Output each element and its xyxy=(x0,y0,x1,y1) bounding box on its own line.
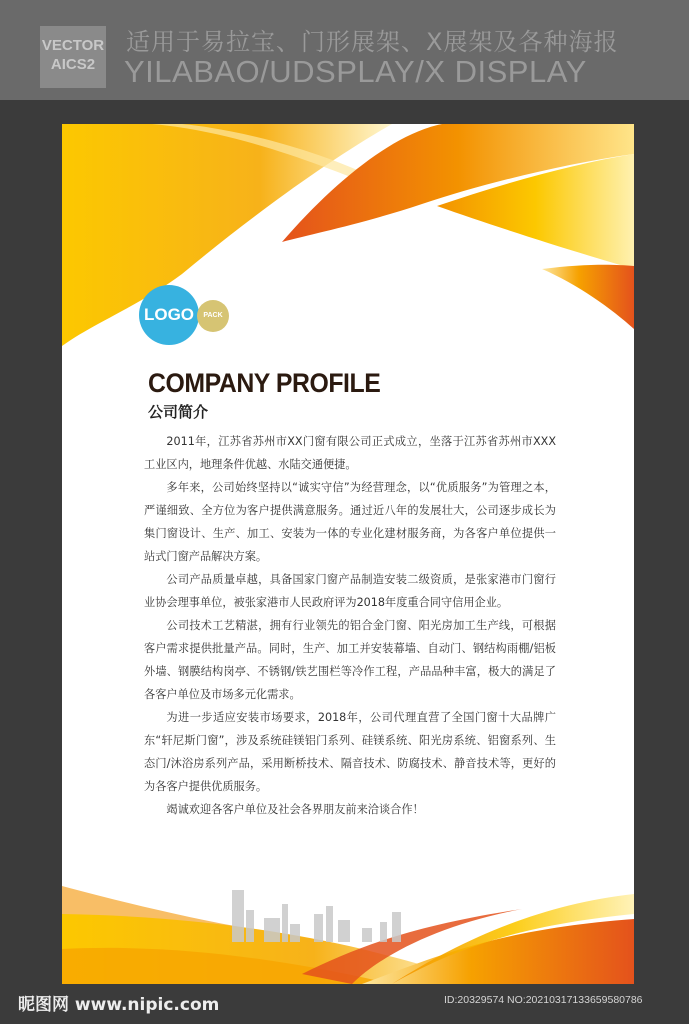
vector-badge-line1: VECTOR xyxy=(41,37,105,54)
banner-title-en: YILABAO/UDSPLAY/X DISPLAY xyxy=(124,54,587,89)
logo-badge: LOGO xyxy=(139,285,199,345)
top-banner xyxy=(0,0,689,100)
paragraph: 为进一步适应安装市场要求，2018年，公司代理直营了全国门窗十大品牌广东“轩尼斯门窗”，涉及系统硅镁铝门系列、硅镁系统、阳光房系统、铝窗系列、生态门/沐浴房系列产品，采用断桥技术、隔音技术、防腐技术、静音技术等，更好的为各客户提供优质服务。 xyxy=(144,711,556,793)
page-title: COMPANY PROFILE xyxy=(148,368,381,398)
paragraph: 多年来，公司始终坚持以“诚实守信”为经营理念，以“优质服务”为管理之本，严谨细致、全方位为客户提供满意服务。通过近八年的发展壮大，公司逐步成长为集门窗设计、生产、加工、安装为一体的专业化建材服务商，为各客户单位提供一站式门窗产品解决方案。 xyxy=(144,481,556,563)
right-curl xyxy=(542,265,634,329)
vector-badge xyxy=(40,26,106,88)
paragraph: 2011年，江苏省苏州市XX门窗有限公司正式成立，坐落于江苏省苏州市XXX工业区内，地理条件优越、水陆交通便捷。 xyxy=(144,435,556,471)
banner-title-cn: 适用于易拉宝、门形展架、X展架及各种海报 xyxy=(126,28,619,56)
company-profile-body xyxy=(144,430,556,821)
watermark-site: 昵图网 www.nipic.com xyxy=(18,995,220,1015)
paragraph: 公司产品质量卓越，具备国家门窗产品制造安装二级资质，是张家港市门窗行业协会理事单位，被张家港市人民政府评为2018年度重合同守信用企业。 xyxy=(144,573,556,609)
poster-canvas xyxy=(62,124,634,984)
vector-badge-line2: AICS2 xyxy=(50,56,96,73)
paragraph: 竭诚欢迎各客户单位及社会各界朋友前来洽谈合作！ xyxy=(166,803,424,816)
pack-badge: PACK xyxy=(197,300,229,332)
watermark-id: ID:20329574 NO:20210317133659580786 xyxy=(444,994,643,1006)
paragraph: 公司技术工艺精湛，拥有行业领先的铝合金门窗、阳光房加工生产线，可根据客户需求提供批量产品。同时，生产、加工并安装幕墙、自动门、钢结构雨棚/铝板外墙、钢膜结构岗亭、不锈钢/铁艺围栏等冷作工程，产品品种丰富，极大的满足了各客户单位及市场多元化需求。 xyxy=(144,619,556,701)
footer-bar xyxy=(0,984,689,1024)
page-subtitle: 公司简介 xyxy=(148,403,209,421)
